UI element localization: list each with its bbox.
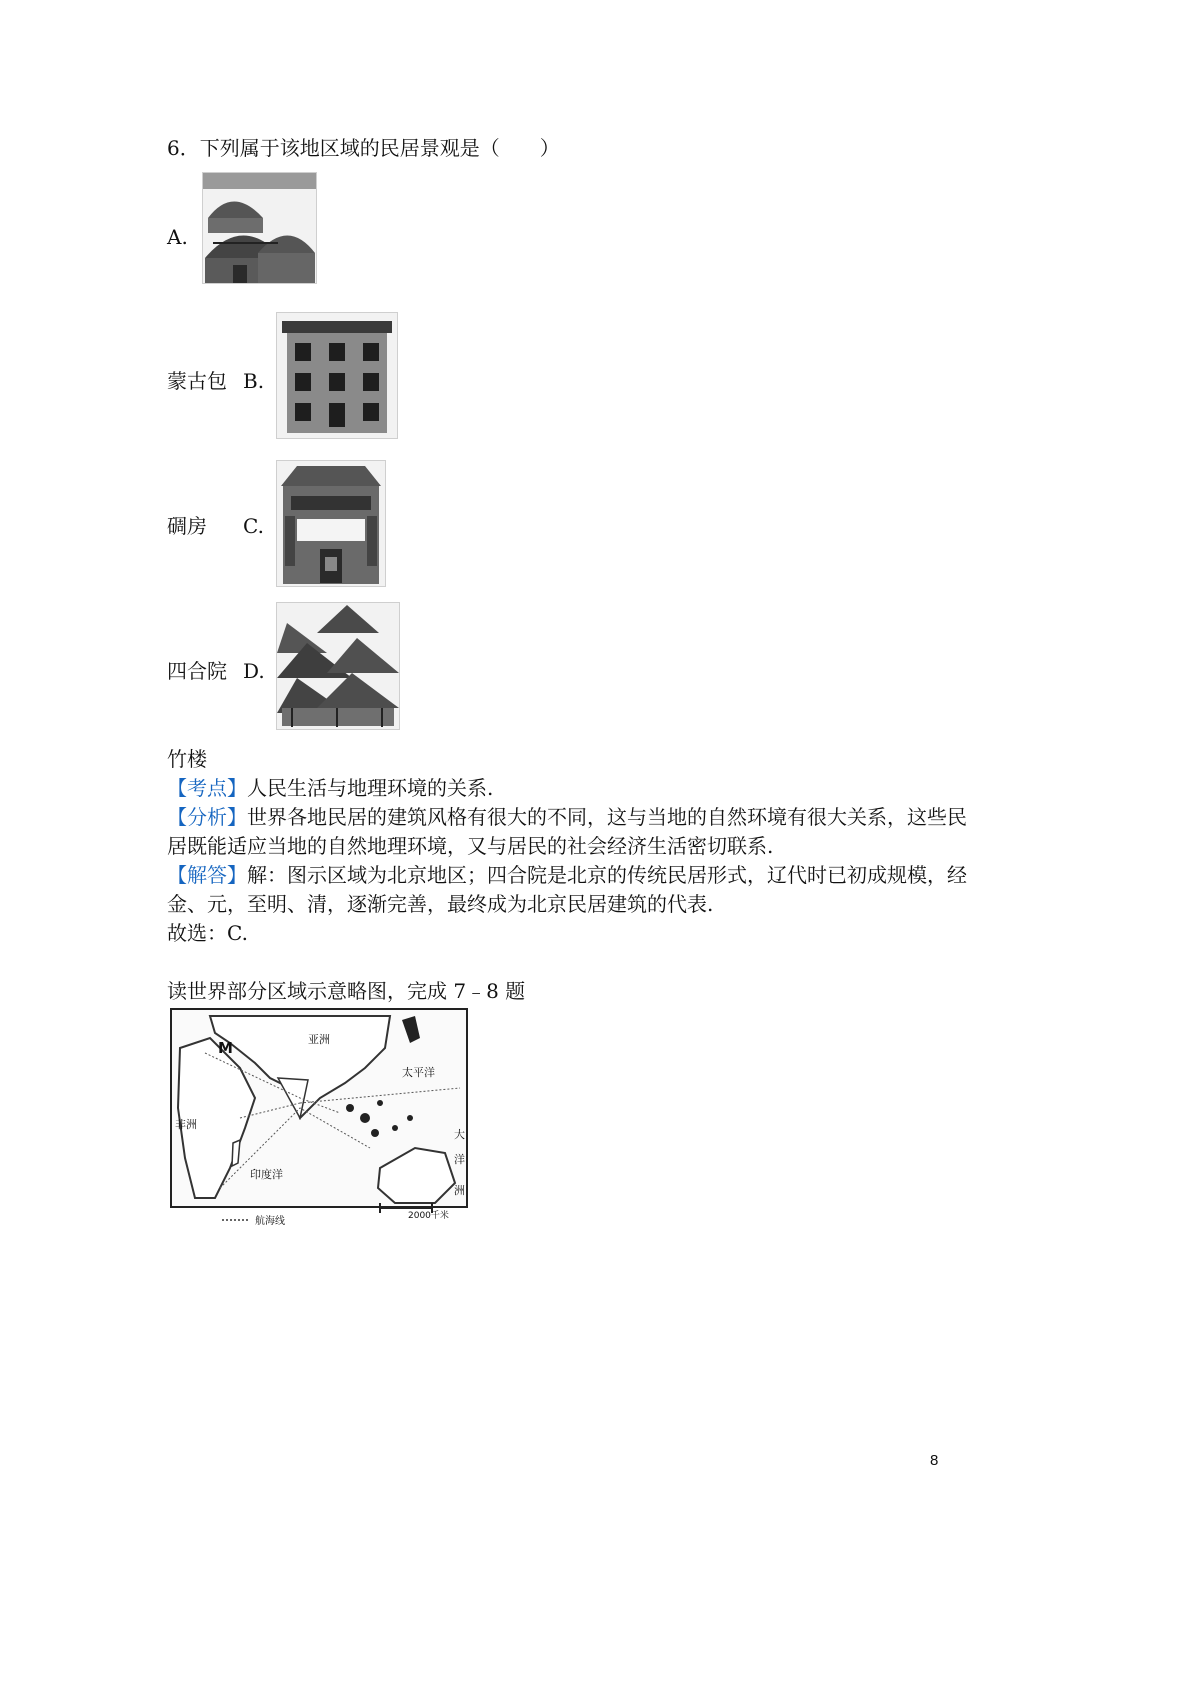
jieda-tag: 【解答】: [167, 863, 247, 887]
question-stem: 6．下列属于该地区域的民居景观是（ ）: [167, 136, 560, 160]
map-scale-label: 2000千米: [408, 1211, 449, 1221]
map-label-oceania-3: 洲: [454, 1184, 465, 1197]
map-legend-label: 航海线: [255, 1216, 285, 1227]
option-b-letter: B.: [243, 369, 265, 393]
fenxi-tag: 【分析】: [167, 805, 247, 829]
kaodian-line: [167, 773, 493, 803]
jieda-line-2: 金、元，至明、清，逐渐完善，最终成为北京民居建筑的代表.: [167, 892, 714, 916]
option-c-caption: 四合院: [167, 659, 227, 683]
fenxi-line-1: [167, 802, 967, 832]
map-label-asia: 亚洲: [308, 1033, 330, 1046]
map-label-oceania-1: 大: [454, 1128, 465, 1141]
option-d-letter: D.: [243, 659, 265, 683]
option-d-caption: 竹楼: [167, 747, 207, 771]
map-label-m: M: [218, 1039, 233, 1057]
kaodian-text: 人民生活与地理环境的关系.: [247, 776, 494, 800]
jieda-text-1: 解：图示区域为北京地区；四合院是北京的传统民居形式，辽代时已初成规模，经: [247, 863, 967, 887]
world-region-map: [170, 1008, 468, 1228]
bamboo-house-image: [276, 602, 400, 730]
kaodian-tag: 【考点】: [167, 776, 247, 800]
option-a-letter: A.: [167, 225, 188, 249]
courtyard-house-image: [276, 460, 386, 587]
fenxi-text-1: 世界各地民居的建筑风格有很大的不同，这与当地的自然环境有很大关系，这些民: [247, 805, 967, 829]
option-a-caption: 蒙古包: [167, 369, 227, 393]
map-label-oceania-2: 洋: [454, 1153, 465, 1166]
page-number: 8: [930, 1452, 939, 1469]
jieda-line-1: [167, 860, 967, 890]
fenxi-line-2: 居既能适应当地的自然地理环境，又与居民的社会经济生活密切联系.: [167, 834, 774, 858]
answer-line: 故选：C.: [167, 921, 248, 945]
map-label-indian-ocean: 印度洋: [250, 1168, 283, 1181]
question-intro: 读世界部分区域示意略图，完成 7﹣8 题: [167, 979, 526, 1003]
option-b-caption: 碉房: [167, 514, 207, 538]
option-c-letter: C.: [243, 514, 264, 538]
yurt-image: [202, 172, 317, 284]
map-label-africa: 非洲: [175, 1118, 197, 1131]
map-label-pacific: 太平洋: [402, 1066, 435, 1079]
stone-house-image: [276, 312, 398, 439]
